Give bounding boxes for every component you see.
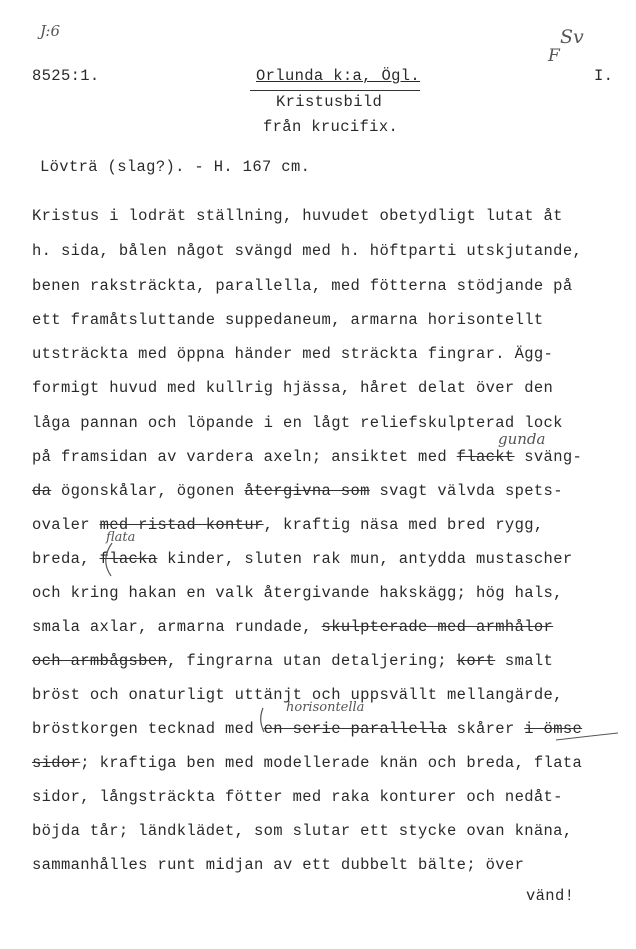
body-line — [32, 618, 553, 636]
body-line — [32, 720, 582, 738]
text-segment: Kristus i lodrät ställning, huvudet obetydligt lutat åt — [32, 207, 563, 225]
struck-text: en serie parallella — [263, 720, 448, 738]
material-and-height: Lövträ (slag?). - H. 167 cm. — [40, 158, 311, 176]
body-line — [32, 414, 563, 432]
body-line — [32, 822, 572, 840]
struck-text: skulpterade med armhålor — [321, 618, 554, 636]
struck-text: flacka — [99, 550, 158, 568]
text-segment: ögonskålar, ögonen — [51, 482, 245, 500]
struck-text: i ömse — [524, 720, 583, 738]
catalog-number: 8525:1. — [32, 67, 100, 85]
handwritten-insertion: flata — [106, 530, 136, 545]
struck-text: flackt — [456, 448, 515, 466]
struck-text: med ristad kontur — [99, 516, 264, 534]
text-segment: ; kraftiga ben med modellerade knän och breda, flata — [80, 754, 583, 772]
object-title-line-1: Kristusbild — [276, 93, 383, 111]
body-line — [32, 448, 582, 466]
text-segment: skårer — [447, 720, 525, 738]
text-segment: böjda tår; ländklädet, som slutar ett stycke ovan knäna, — [32, 822, 573, 840]
body-line — [32, 207, 563, 225]
archive-mark-annotation: J:6 — [40, 22, 61, 40]
struck-text: och armbågsben — [32, 652, 168, 670]
text-segment: smalt — [495, 652, 554, 670]
body-line — [32, 652, 553, 670]
handwritten-insertion: gunda — [498, 430, 546, 448]
text-segment: sidor, långsträckta fötter med raka konturer och nedåt- — [32, 788, 563, 806]
text-segment: bröstkorgen tecknad med — [32, 720, 264, 738]
struck-text: da — [32, 482, 52, 500]
text-segment: breda, — [32, 550, 100, 568]
body-line — [32, 754, 582, 772]
text-segment: sväng- — [514, 448, 583, 466]
object-title-line-2: från krucifix. — [263, 118, 399, 136]
body-line — [32, 345, 553, 363]
body-line — [32, 277, 572, 295]
language-mark-annotation: Sv — [560, 26, 584, 48]
text-segment: på framsidan av vardera axeln; ansiktet med — [32, 448, 457, 466]
text-segment: smala axlar, armarna rundade, — [32, 618, 322, 636]
text-segment: , fingrarna utan detaljering; — [167, 652, 457, 670]
header-rule — [250, 90, 420, 91]
text-segment: låga pannan och löpande i en lågt reliefskulpterad lock — [32, 414, 563, 432]
turn-page-note: vänd! — [526, 887, 575, 905]
body-line — [32, 550, 573, 568]
text-segment: formigt huvud med kullrig hjässa, håret delat över den — [32, 379, 554, 397]
text-segment: svagt välvda spets- — [369, 482, 563, 500]
text-segment: utsträckta med öppna händer med sträckta fingrar. Ägg- — [32, 345, 554, 363]
text-segment: sammanhålles runt midjan av ett dubbelt bälte; över — [32, 856, 525, 874]
struck-text: återgivna som — [244, 482, 370, 500]
handwritten-insertion: horisontella — [286, 700, 365, 715]
body-line — [32, 856, 524, 874]
text-segment: och kring hakan en valk återgivande hakskägg; hög hals, — [32, 584, 563, 602]
text-segment: , kraftig näsa med bred rygg, — [263, 516, 544, 534]
volume-number: I. — [594, 67, 614, 85]
body-line — [32, 788, 563, 806]
struck-text: sidor — [32, 754, 81, 772]
church-location: Orlunda k:a, Ögl. — [256, 67, 421, 85]
body-line — [32, 584, 563, 602]
body-line — [32, 242, 582, 260]
body-line — [32, 311, 544, 329]
text-segment: h. sida, bålen något svängd med h. höftparti utskjutande, — [32, 242, 583, 260]
body-line — [32, 482, 563, 500]
text-segment: kinder, sluten rak mun, antydda mustascher — [157, 550, 573, 568]
body-line — [32, 379, 553, 397]
language-mark-annotation-2: F — [548, 46, 560, 66]
text-segment: ovaler — [32, 516, 100, 534]
text-segment: benen raksträckta, parallella, med fötterna stödjande på — [32, 277, 573, 295]
text-segment: bröst och onaturligt uttänjt och uppsvällt mellangärde, — [32, 686, 563, 704]
struck-text: kort — [456, 652, 496, 670]
text-segment: ett framåtsluttande suppedaneum, armarna horisontellt — [32, 311, 544, 329]
